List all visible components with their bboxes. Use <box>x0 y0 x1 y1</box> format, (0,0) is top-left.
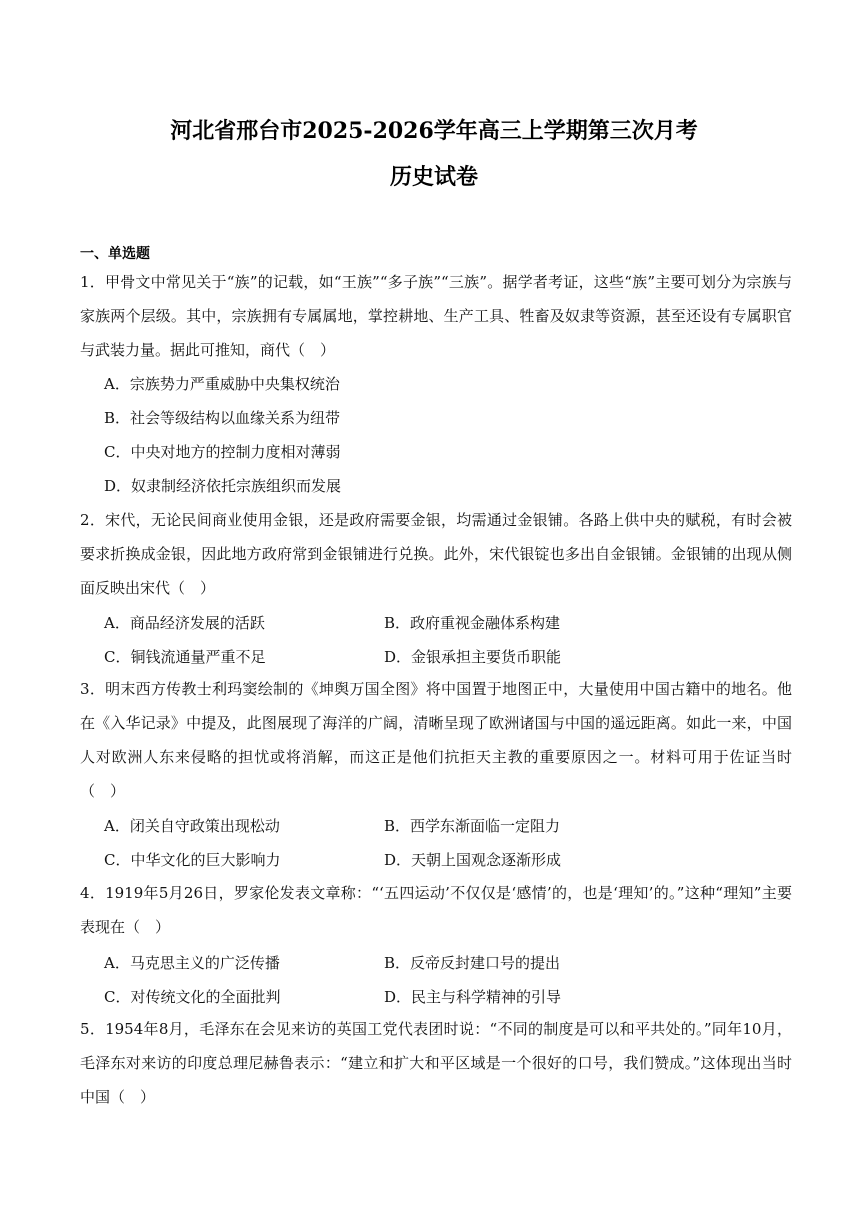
question-4-stem: 4．1919年5月26日，罗家伦发表文章称：“‘五四运动’不仅仅是‘感情’的，也是‘理知’的。”这种“理知”主要表现在（ ） <box>80 884 792 936</box>
question-3-option-c: C．中华文化的巨大影响力 <box>104 851 281 869</box>
question-1-option-d: D．奴隶制经济依托宗族组织而发展 <box>104 477 342 495</box>
question-3-option-d: D．天朝上国观念逐渐形成 <box>384 851 562 869</box>
question-1-option-b: B．社会等级结构以血缘关系为纽带 <box>104 409 341 427</box>
question-1-option-c: C．中央对地方的控制力度相对薄弱 <box>104 443 341 461</box>
question-2-option-b: B．政府重视金融体系构建 <box>384 614 561 632</box>
question-5-stem: 5．1954年8月，毛泽东在会见来访的英国工党代表团时说：“不同的制度是可以和平共处的。”同年10月，毛泽东对来访的印度总理尼赫鲁表示：“建立和扩大和平区域是一个很好的口号，我们赞成。”这体现出当时中国（ ） <box>80 1020 792 1106</box>
question-4-option-b: B．反帝反封建口号的提出 <box>384 954 561 972</box>
exam-subject-title: 历史试卷 <box>389 164 478 190</box>
question-4-option-d: D．民主与科学精神的引导 <box>384 988 562 1006</box>
question-2-option-a: A．商品经济发展的活跃 <box>104 614 265 632</box>
question-2-stem: 2．宋代，无论民间商业使用金银，还是政府需要金银，均需通过金银铺。各路上供中央的赋税，有时会被要求折换成金银，因此地方政府常到金银铺进行兑换。此外，宋代银锭也多出自金银铺。金银铺的出现从侧面反映出宋代（ ） <box>80 511 792 597</box>
question-1-stem: 1．甲骨文中常见关于“族”的记载，如“王族”“多子族”“三族”。据学者考证，这些“族”主要可划分为宗族与家族两个层级。其中，宗族拥有专属属地，掌控耕地、生产工具、牲畜及奴隶等资源，甚至还设有专属职官与武装力量。据此可推知，商代（ ） <box>80 273 792 359</box>
question-4-option-c: C．对传统文化的全面批判 <box>104 988 281 1006</box>
question-2-option-c: C．铜钱流通量严重不足 <box>104 648 266 666</box>
question-3-option-a: A．闭关自守政策出现松动 <box>104 817 280 835</box>
question-4-option-a: A．马克思主义的广泛传播 <box>104 954 280 972</box>
section-heading: 一、单选题 <box>80 246 150 262</box>
question-3-option-b: B．西学东渐面临一定阻力 <box>384 817 561 835</box>
question-3-stem: 3．明末西方传教士利玛窦绘制的《坤舆万国全图》将中国置于地图正中，大量使用中国古籍中的地名。他在《入华记录》中提及，此图展现了海洋的广阔，清晰呈现了欧洲诸国与中国的遥远距离。如此一来，中国人对欧洲人东来侵略的担忧或将消解，而这正是他们抗拒天主教的重要原因之一。材料可用于佐证当时（ ） <box>80 680 792 800</box>
question-2-option-d: D．金银承担主要货币职能 <box>384 648 562 666</box>
question-1-option-a: A．宗族势力严重威胁中央集权统治 <box>104 375 340 393</box>
exam-title: 河北省邢台市2025-2026学年高三上学期第三次月考 <box>170 118 698 144</box>
